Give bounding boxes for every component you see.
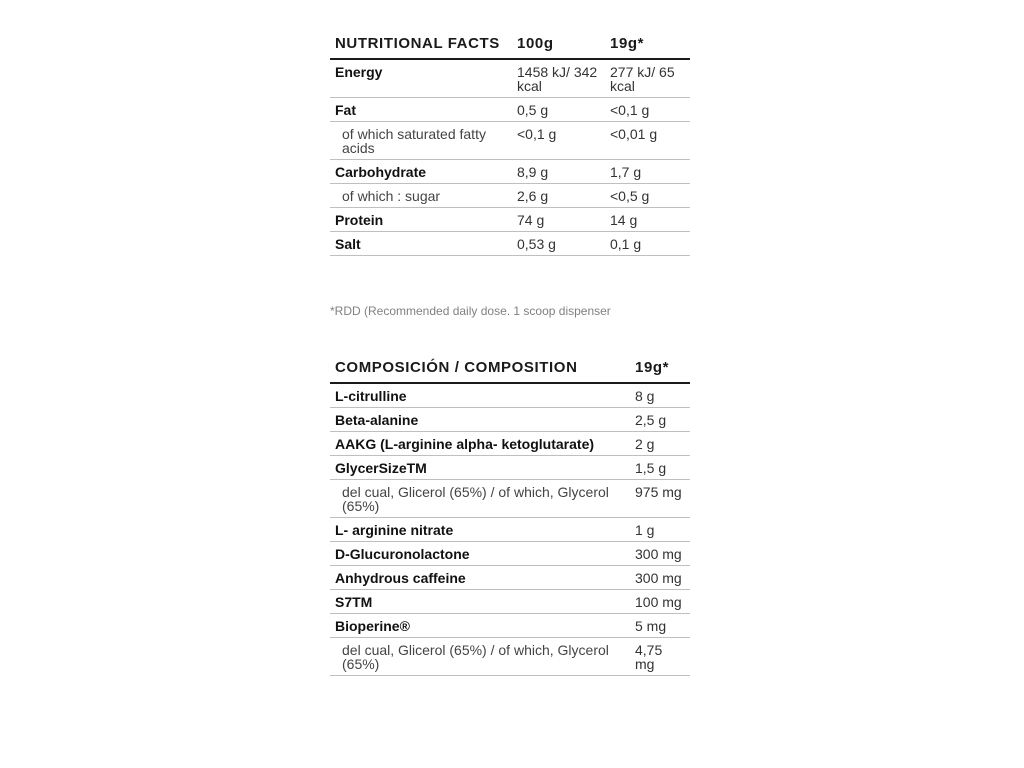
per-100g-value: <0,1 g <box>512 122 605 160</box>
ingredient-name: D-Glucuronolactone <box>330 542 630 566</box>
per-100g-value: 0,53 g <box>512 232 605 256</box>
ingredient-amount: 975 mg <box>630 480 690 518</box>
per-100g-header: 100g <box>512 36 605 59</box>
nutrition-row <box>330 98 690 122</box>
composition-row <box>330 518 690 542</box>
composition-header-row <box>330 360 690 383</box>
nutrition-row <box>330 232 690 256</box>
ingredient-name: del cual, Glicerol (65%) / of which, Glycerol (65%) <box>330 480 630 518</box>
ingredient-amount: 300 mg <box>630 566 690 590</box>
nutrition-row <box>330 59 690 98</box>
nutrient-name: Carbohydrate <box>330 160 512 184</box>
composition-table-body <box>330 383 690 676</box>
ingredient-amount: 300 mg <box>630 542 690 566</box>
nutrition-row <box>330 122 690 160</box>
per-serving-value: 0,1 g <box>605 232 690 256</box>
nutrient-name: Salt <box>330 232 512 256</box>
nutrition-table-body <box>330 59 690 256</box>
per-100g-value: 2,6 g <box>512 184 605 208</box>
nutrient-name: of which : sugar <box>330 184 512 208</box>
nutrition-header-row <box>330 36 690 59</box>
ingredient-name: L-citrulline <box>330 383 630 408</box>
ingredient-name: Beta-alanine <box>330 408 630 432</box>
nutritional-facts-table <box>330 36 690 256</box>
ingredient-amount: 100 mg <box>630 590 690 614</box>
per-serving-header: 19g* <box>605 36 690 59</box>
nutrition-title-header: NUTRITIONAL FACTS <box>330 36 512 59</box>
ingredient-name: del cual, Glicerol (65%) / of which, Glycerol (65%) <box>330 638 630 676</box>
ingredient-amount: 4,75 mg <box>630 638 690 676</box>
composition-row <box>330 408 690 432</box>
composition-row <box>330 432 690 456</box>
composition-row <box>330 383 690 408</box>
composition-row <box>330 542 690 566</box>
composition-row <box>330 614 690 638</box>
ingredient-name: Bioperine® <box>330 614 630 638</box>
nutrient-name: Fat <box>330 98 512 122</box>
composition-title-header: COMPOSICIÓN / COMPOSITION <box>330 360 630 383</box>
ingredient-name: AAKG (L-arginine alpha- ketoglutarate) <box>330 432 630 456</box>
nutrient-name: Energy <box>330 59 512 98</box>
ingredient-amount: 1,5 g <box>630 456 690 480</box>
nutrition-row <box>330 184 690 208</box>
ingredient-amount: 5 mg <box>630 614 690 638</box>
nutrient-name: Protein <box>330 208 512 232</box>
ingredient-amount: 2,5 g <box>630 408 690 432</box>
composition-serving-header: 19g* <box>630 360 690 383</box>
rdd-footnote: *RDD (Recommended daily dose. 1 scoop dispenser <box>330 304 611 318</box>
ingredient-name: Anhydrous caffeine <box>330 566 630 590</box>
nutrition-row <box>330 160 690 184</box>
composition-table <box>330 360 690 676</box>
ingredient-amount: 2 g <box>630 432 690 456</box>
per-100g-value: 1458 kJ/ 342 kcal <box>512 59 605 98</box>
per-serving-value: 1,7 g <box>605 160 690 184</box>
per-serving-value: 277 kJ/ 65 kcal <box>605 59 690 98</box>
composition-row <box>330 456 690 480</box>
ingredient-amount: 8 g <box>630 383 690 408</box>
composition-row <box>330 480 690 518</box>
composition-row <box>330 566 690 590</box>
nutrient-name: of which saturated fatty acids <box>330 122 512 160</box>
composition-row <box>330 590 690 614</box>
per-100g-value: 0,5 g <box>512 98 605 122</box>
per-serving-value: <0,01 g <box>605 122 690 160</box>
nutrition-row <box>330 208 690 232</box>
composition-row <box>330 638 690 676</box>
ingredient-name: L- arginine nitrate <box>330 518 630 542</box>
composition-section <box>330 360 690 676</box>
ingredient-name: S7TM <box>330 590 630 614</box>
per-100g-value: 8,9 g <box>512 160 605 184</box>
per-100g-value: 74 g <box>512 208 605 232</box>
ingredient-name: GlycerSizeTM <box>330 456 630 480</box>
ingredient-amount: 1 g <box>630 518 690 542</box>
per-serving-value: 14 g <box>605 208 690 232</box>
per-serving-value: <0,1 g <box>605 98 690 122</box>
per-serving-value: <0,5 g <box>605 184 690 208</box>
nutritional-facts-section <box>330 36 690 256</box>
